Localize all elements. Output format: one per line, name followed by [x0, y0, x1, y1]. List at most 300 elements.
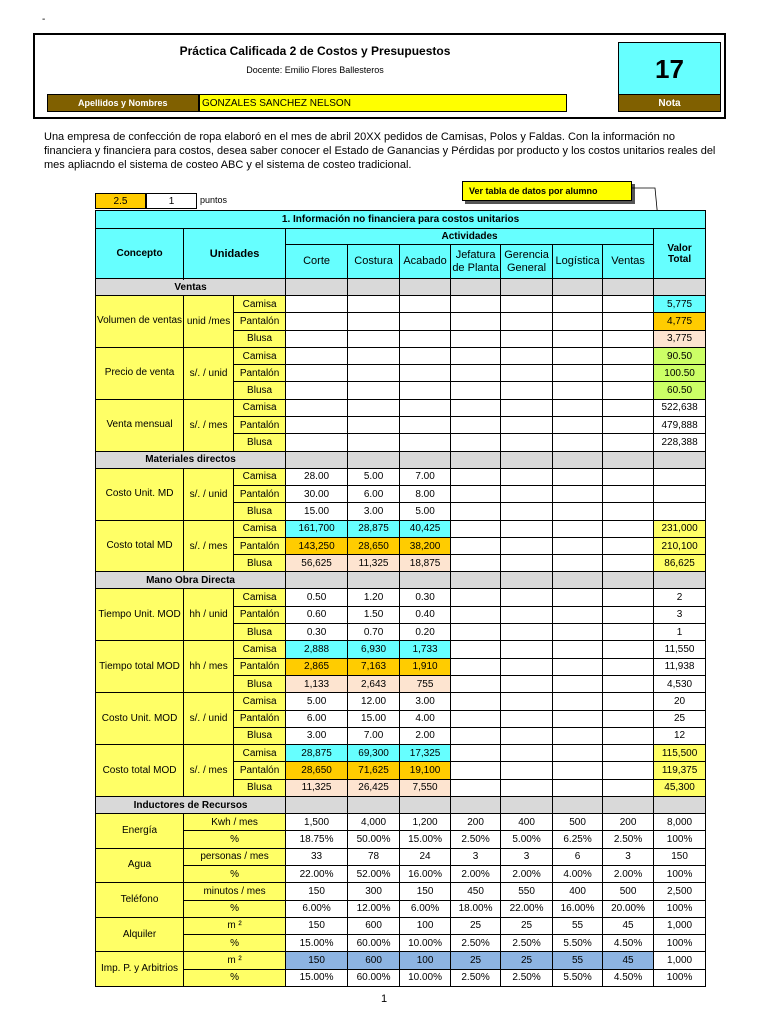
empty-cell — [603, 434, 654, 451]
value-cell[interactable]: 161,700 — [286, 520, 348, 537]
value-cell[interactable]: 15.00 — [286, 503, 348, 520]
value-cell[interactable]: 16.00% — [553, 900, 603, 917]
total-cell[interactable]: 90.50 — [654, 347, 706, 364]
inductor-unit: % — [184, 831, 286, 848]
table-cell — [400, 279, 451, 296]
value-cell[interactable]: 30.00 — [286, 485, 348, 502]
empty-cell — [451, 382, 501, 399]
value-cell[interactable]: 2.00 — [400, 727, 451, 744]
table-cell — [603, 279, 654, 296]
value-cell[interactable]: 8.00 — [400, 485, 451, 502]
value-cell[interactable]: 5.00 — [400, 503, 451, 520]
table-row — [96, 917, 706, 934]
header-concepto: Concepto — [96, 229, 184, 279]
table-cell — [400, 451, 451, 468]
empty-cell — [553, 313, 603, 330]
value-cell[interactable]: 10.00% — [400, 969, 451, 986]
product-label: Camisa — [234, 589, 286, 606]
total-cell[interactable]: 60.50 — [654, 382, 706, 399]
row-unit: s/. / mes — [184, 745, 234, 797]
total-cell[interactable]: 119,375 — [654, 762, 706, 779]
row-label: Tiempo Unit. MOD — [96, 589, 184, 641]
value-cell[interactable]: 0.50 — [286, 589, 348, 606]
value-cell[interactable]: 1,200 — [400, 814, 451, 831]
value-cell[interactable]: 755 — [400, 675, 451, 692]
value-cell[interactable]: 28,650 — [286, 762, 348, 779]
total-cell[interactable]: 11,550 — [654, 641, 706, 658]
value-cell[interactable]: 150 — [286, 883, 348, 900]
empty-cell — [603, 382, 654, 399]
value-cell[interactable]: 6,930 — [348, 641, 400, 658]
value-cell[interactable]: 4.50% — [603, 935, 654, 952]
value-cell[interactable]: 2.50% — [501, 935, 553, 952]
value-cell[interactable]: 300 — [348, 883, 400, 900]
value-cell[interactable]: 3.00 — [400, 693, 451, 710]
row-label: Costo Unit. MD — [96, 468, 184, 520]
inductor-label: Imp. P. y Arbitrios — [96, 952, 184, 987]
value-cell[interactable]: 200 — [603, 814, 654, 831]
row-label: Venta mensual — [96, 399, 184, 451]
section-header: Ventas — [96, 279, 286, 296]
value-cell[interactable]: 6.00 — [286, 710, 348, 727]
product-label: Blusa — [234, 727, 286, 744]
empty-cell — [451, 606, 501, 623]
value-cell[interactable]: 2.50% — [501, 969, 553, 986]
empty-cell — [553, 468, 603, 485]
value-cell[interactable]: 2.00% — [603, 865, 654, 882]
table-cell — [451, 572, 501, 589]
empty-cell — [348, 313, 400, 330]
corner-mark: - — [42, 14, 46, 25]
empty-cell — [286, 313, 348, 330]
empty-cell — [501, 296, 553, 313]
empty-cell — [603, 675, 654, 692]
value-cell[interactable]: 71,625 — [348, 762, 400, 779]
value-cell[interactable]: 16.00% — [400, 865, 451, 882]
value-cell[interactable]: 400 — [553, 883, 603, 900]
value-cell[interactable]: 5.50% — [553, 969, 603, 986]
empty-cell — [603, 555, 654, 572]
value-cell[interactable]: 1,910 — [400, 658, 451, 675]
value-cell[interactable]: 2,500 — [654, 883, 706, 900]
total-cell[interactable]: 45,300 — [654, 779, 706, 796]
section-header: Inductores de Recursos — [96, 797, 286, 814]
header-activity: Acabado — [400, 245, 451, 279]
inductor-unit: Kwh / mes — [184, 814, 286, 831]
header-activity: Gerencia General — [501, 245, 553, 279]
total-cell[interactable]: 3 — [654, 606, 706, 623]
value-cell[interactable]: 24 — [400, 848, 451, 865]
value-cell[interactable]: 78 — [348, 848, 400, 865]
value-cell[interactable]: 2.00% — [501, 865, 553, 882]
empty-cell — [553, 537, 603, 554]
table-row — [96, 900, 706, 917]
value-cell[interactable]: 100% — [654, 969, 706, 986]
empty-cell — [451, 710, 501, 727]
empty-cell — [501, 347, 553, 364]
value-cell[interactable]: 3 — [603, 848, 654, 865]
value-cell[interactable]: 4,000 — [348, 814, 400, 831]
value-cell[interactable]: 600 — [348, 952, 400, 969]
total-cell[interactable]: 2 — [654, 589, 706, 606]
value-cell[interactable]: 100% — [654, 831, 706, 848]
value-cell[interactable]: 2.50% — [603, 831, 654, 848]
inductor-unit: % — [184, 969, 286, 986]
value-cell[interactable]: 7,163 — [348, 658, 400, 675]
value-cell[interactable]: 2.50% — [451, 969, 501, 986]
value-cell[interactable]: 100% — [654, 935, 706, 952]
inductor-unit: personas / mes — [184, 848, 286, 865]
row-unit: hh / mes — [184, 641, 234, 693]
empty-cell — [451, 434, 501, 451]
table-cell — [451, 797, 501, 814]
value-cell[interactable]: 1,133 — [286, 675, 348, 692]
product-label: Pantalón — [234, 313, 286, 330]
value-cell[interactable]: 28.00 — [286, 468, 348, 485]
value-cell[interactable]: 143,250 — [286, 537, 348, 554]
empty-cell — [553, 762, 603, 779]
value-cell[interactable]: 3.00 — [348, 503, 400, 520]
value-cell[interactable]: 26,425 — [348, 779, 400, 796]
value-cell[interactable]: 40,425 — [400, 520, 451, 537]
empty-cell — [603, 745, 654, 762]
value-cell[interactable]: 22.00% — [286, 865, 348, 882]
value-cell[interactable]: 8,000 — [654, 814, 706, 831]
points-label: puntos — [200, 195, 228, 205]
table-row — [96, 935, 706, 952]
empty-cell — [451, 330, 501, 347]
table-cell — [603, 451, 654, 468]
value-cell[interactable]: 18.75% — [286, 831, 348, 848]
value-cell[interactable]: 15.00% — [286, 969, 348, 986]
product-label: Pantalón — [234, 658, 286, 675]
header-actividades: Actividades — [286, 229, 654, 245]
value-cell[interactable]: 50.00% — [348, 831, 400, 848]
value-cell[interactable]: 1,000 — [654, 952, 706, 969]
table-cell — [286, 797, 348, 814]
value-cell[interactable]: 0.60 — [286, 606, 348, 623]
value-cell[interactable]: 55 — [553, 917, 603, 934]
value-cell[interactable]: 450 — [451, 883, 501, 900]
product-label: Camisa — [234, 693, 286, 710]
value-cell[interactable]: 12.00% — [348, 900, 400, 917]
empty-cell — [501, 641, 553, 658]
header-valor-total: Valor Total — [654, 229, 706, 279]
value-cell[interactable]: 0.70 — [348, 624, 400, 641]
total-cell[interactable]: 4,775 — [654, 313, 706, 330]
value-cell[interactable]: 0.20 — [400, 624, 451, 641]
empty-cell — [553, 658, 603, 675]
empty-cell — [501, 624, 553, 641]
value-cell[interactable]: 1,733 — [400, 641, 451, 658]
value-cell[interactable]: 2.50% — [451, 831, 501, 848]
table-cell — [286, 572, 348, 589]
value-cell[interactable]: 28,875 — [348, 520, 400, 537]
empty-cell — [553, 555, 603, 572]
value-cell[interactable]: 7.00 — [400, 468, 451, 485]
value-cell[interactable]: 18,875 — [400, 555, 451, 572]
row-unit: s/. / mes — [184, 520, 234, 572]
value-cell[interactable]: 25 — [501, 917, 553, 934]
value-cell[interactable]: 200 — [451, 814, 501, 831]
value-cell[interactable]: 5.00% — [501, 831, 553, 848]
value-cell[interactable]: 600 — [348, 917, 400, 934]
table-cell — [501, 451, 553, 468]
points-b[interactable]: 1 — [146, 193, 197, 209]
empty-cell — [553, 675, 603, 692]
name-label: Apellidos y Nombres — [47, 94, 199, 112]
total-cell[interactable]: 210,100 — [654, 537, 706, 554]
empty-cell — [451, 485, 501, 502]
product-label: Camisa — [234, 520, 286, 537]
value-cell[interactable]: 52.00% — [348, 865, 400, 882]
value-cell[interactable]: 0.30 — [286, 624, 348, 641]
total-cell[interactable]: 100.50 — [654, 365, 706, 382]
empty-cell — [553, 417, 603, 434]
value-cell[interactable]: 4.50% — [603, 969, 654, 986]
total-cell[interactable]: 522,638 — [654, 399, 706, 416]
value-cell[interactable]: 11,325 — [348, 555, 400, 572]
empty-cell — [451, 399, 501, 416]
empty-cell — [348, 434, 400, 451]
value-cell[interactable]: 6.00% — [286, 900, 348, 917]
value-cell[interactable]: 100 — [400, 952, 451, 969]
value-cell[interactable]: 100 — [400, 917, 451, 934]
empty-cell — [553, 606, 603, 623]
value-cell[interactable]: 11,325 — [286, 779, 348, 796]
total-cell[interactable]: 231,000 — [654, 520, 706, 537]
value-cell[interactable]: 18.00% — [451, 900, 501, 917]
empty-cell — [654, 485, 706, 502]
value-cell[interactable]: 45 — [603, 952, 654, 969]
product-label: Blusa — [234, 675, 286, 692]
value-cell[interactable]: 4.00% — [553, 865, 603, 882]
table-cell — [400, 797, 451, 814]
empty-cell — [603, 779, 654, 796]
value-cell[interactable]: 150 — [286, 917, 348, 934]
note-box[interactable]: Ver tabla de datos por alumno — [462, 181, 632, 201]
empty-cell — [451, 417, 501, 434]
total-cell[interactable]: 479,888 — [654, 417, 706, 434]
value-cell[interactable]: 2.00% — [451, 865, 501, 882]
value-cell[interactable]: 1.50 — [348, 606, 400, 623]
value-cell[interactable]: 5.50% — [553, 935, 603, 952]
value-cell[interactable]: 6.00% — [400, 900, 451, 917]
table-cell — [286, 451, 348, 468]
value-cell[interactable]: 400 — [501, 814, 553, 831]
table-row — [96, 520, 706, 537]
table-cell — [400, 572, 451, 589]
table-cell — [603, 572, 654, 589]
value-cell[interactable]: 25 — [451, 952, 501, 969]
value-cell[interactable]: 500 — [553, 814, 603, 831]
name-value[interactable]: GONZALES SANCHEZ NELSON — [199, 94, 567, 112]
value-cell[interactable]: 1.20 — [348, 589, 400, 606]
value-cell[interactable]: 150 — [400, 883, 451, 900]
empty-cell — [348, 382, 400, 399]
total-cell[interactable]: 20 — [654, 693, 706, 710]
value-cell[interactable]: 1,500 — [286, 814, 348, 831]
empty-cell — [553, 434, 603, 451]
value-cell[interactable]: 69,300 — [348, 745, 400, 762]
value-cell[interactable]: 3 — [501, 848, 553, 865]
total-cell[interactable]: 5,775 — [654, 296, 706, 313]
value-cell[interactable]: 6.25% — [553, 831, 603, 848]
table-row — [96, 883, 706, 900]
empty-cell — [286, 382, 348, 399]
empty-cell — [501, 555, 553, 572]
value-cell[interactable]: 2,865 — [286, 658, 348, 675]
empty-cell — [501, 710, 553, 727]
empty-cell — [286, 347, 348, 364]
value-cell[interactable]: 0.30 — [400, 589, 451, 606]
empty-cell — [603, 365, 654, 382]
value-cell[interactable]: 15.00 — [348, 710, 400, 727]
value-cell[interactable]: 56,625 — [286, 555, 348, 572]
total-cell[interactable]: 86,625 — [654, 555, 706, 572]
value-cell[interactable]: 1,000 — [654, 917, 706, 934]
empty-cell — [603, 693, 654, 710]
empty-cell — [286, 399, 348, 416]
value-cell[interactable]: 60.00% — [348, 969, 400, 986]
product-label: Pantalón — [234, 762, 286, 779]
value-cell[interactable]: 3.00 — [286, 727, 348, 744]
value-cell[interactable]: 20.00% — [603, 900, 654, 917]
value-cell[interactable]: 7.00 — [348, 727, 400, 744]
empty-cell — [654, 468, 706, 485]
empty-cell — [553, 641, 603, 658]
empty-cell — [603, 485, 654, 502]
table-row — [96, 848, 706, 865]
empty-cell — [553, 382, 603, 399]
empty-cell — [451, 727, 501, 744]
empty-cell — [603, 589, 654, 606]
total-cell[interactable]: 12 — [654, 727, 706, 744]
empty-cell — [553, 745, 603, 762]
empty-cell — [501, 606, 553, 623]
value-cell[interactable]: 15.00% — [400, 831, 451, 848]
table-cell — [348, 451, 400, 468]
empty-cell — [286, 434, 348, 451]
value-cell[interactable]: 33 — [286, 848, 348, 865]
value-cell[interactable]: 0.40 — [400, 606, 451, 623]
empty-cell — [451, 365, 501, 382]
total-cell[interactable]: 11,938 — [654, 658, 706, 675]
value-cell[interactable]: 4.00 — [400, 710, 451, 727]
empty-cell — [603, 468, 654, 485]
empty-cell — [501, 727, 553, 744]
total-cell[interactable]: 3,775 — [654, 330, 706, 347]
table-cell — [501, 279, 553, 296]
empty-cell — [553, 589, 603, 606]
value-cell[interactable]: 2,643 — [348, 675, 400, 692]
inductor-unit: m ² — [184, 952, 286, 969]
value-cell[interactable]: 5.00 — [348, 468, 400, 485]
empty-cell — [348, 347, 400, 364]
empty-cell — [451, 589, 501, 606]
product-label: Blusa — [234, 330, 286, 347]
empty-cell — [501, 330, 553, 347]
value-cell[interactable]: 12.00 — [348, 693, 400, 710]
empty-cell — [400, 330, 451, 347]
row-label: Precio de venta — [96, 347, 184, 399]
points-a[interactable]: 2.5 — [95, 193, 146, 209]
table-row — [96, 347, 706, 364]
value-cell[interactable]: 150 — [286, 952, 348, 969]
value-cell[interactable]: 2.50% — [451, 935, 501, 952]
header-activity: Jefatura de Planta — [451, 245, 501, 279]
value-cell[interactable]: 28,875 — [286, 745, 348, 762]
table-cell — [603, 797, 654, 814]
value-cell[interactable]: 15.00% — [286, 935, 348, 952]
empty-cell — [603, 727, 654, 744]
total-cell[interactable]: 115,500 — [654, 745, 706, 762]
grade-value[interactable]: 17 — [618, 42, 721, 95]
value-cell[interactable]: 7,550 — [400, 779, 451, 796]
empty-cell — [603, 296, 654, 313]
product-label: Camisa — [234, 347, 286, 364]
value-cell[interactable]: 25 — [451, 917, 501, 934]
value-cell[interactable]: 22.00% — [501, 900, 553, 917]
value-cell[interactable]: 3 — [451, 848, 501, 865]
value-cell[interactable]: 6 — [553, 848, 603, 865]
value-cell[interactable]: 28,650 — [348, 537, 400, 554]
empty-cell — [400, 313, 451, 330]
total-cell[interactable]: 1 — [654, 624, 706, 641]
section-header: Mano Obra Directa — [96, 572, 286, 589]
table-row — [96, 969, 706, 986]
row-unit: unid /mes — [184, 296, 234, 348]
total-cell[interactable]: 25 — [654, 710, 706, 727]
value-cell[interactable]: 17,325 — [400, 745, 451, 762]
value-cell[interactable]: 5.00 — [286, 693, 348, 710]
table-row — [96, 229, 706, 245]
value-cell[interactable]: 6.00 — [348, 485, 400, 502]
empty-cell — [553, 520, 603, 537]
value-cell[interactable]: 10.00% — [400, 935, 451, 952]
value-cell[interactable]: 38,200 — [400, 537, 451, 554]
value-cell[interactable]: 45 — [603, 917, 654, 934]
product-label: Pantalón — [234, 485, 286, 502]
empty-cell — [501, 399, 553, 416]
table-row — [96, 745, 706, 762]
header-activity: Corte — [286, 245, 348, 279]
empty-cell — [286, 417, 348, 434]
total-cell[interactable]: 228,388 — [654, 434, 706, 451]
page-title: Práctica Calificada 2 de Costos y Presupuestos — [179, 44, 451, 58]
value-cell[interactable]: 19,100 — [400, 762, 451, 779]
value-cell[interactable]: 100% — [654, 900, 706, 917]
value-cell[interactable]: 100% — [654, 865, 706, 882]
value-cell[interactable]: 60.00% — [348, 935, 400, 952]
empty-cell — [451, 296, 501, 313]
empty-cell — [553, 365, 603, 382]
table-row — [96, 296, 706, 313]
inductor-label: Energía — [96, 814, 184, 849]
value-cell[interactable]: 55 — [553, 952, 603, 969]
value-cell[interactable]: 150 — [654, 848, 706, 865]
value-cell[interactable]: 2,888 — [286, 641, 348, 658]
value-cell[interactable]: 550 — [501, 883, 553, 900]
inductor-label: Alquiler — [96, 917, 184, 952]
value-cell[interactable]: 25 — [501, 952, 553, 969]
empty-cell — [451, 468, 501, 485]
page-number: 1 — [380, 993, 388, 1005]
value-cell[interactable]: 500 — [603, 883, 654, 900]
empty-cell — [603, 503, 654, 520]
empty-cell — [451, 658, 501, 675]
total-cell[interactable]: 4,530 — [654, 675, 706, 692]
